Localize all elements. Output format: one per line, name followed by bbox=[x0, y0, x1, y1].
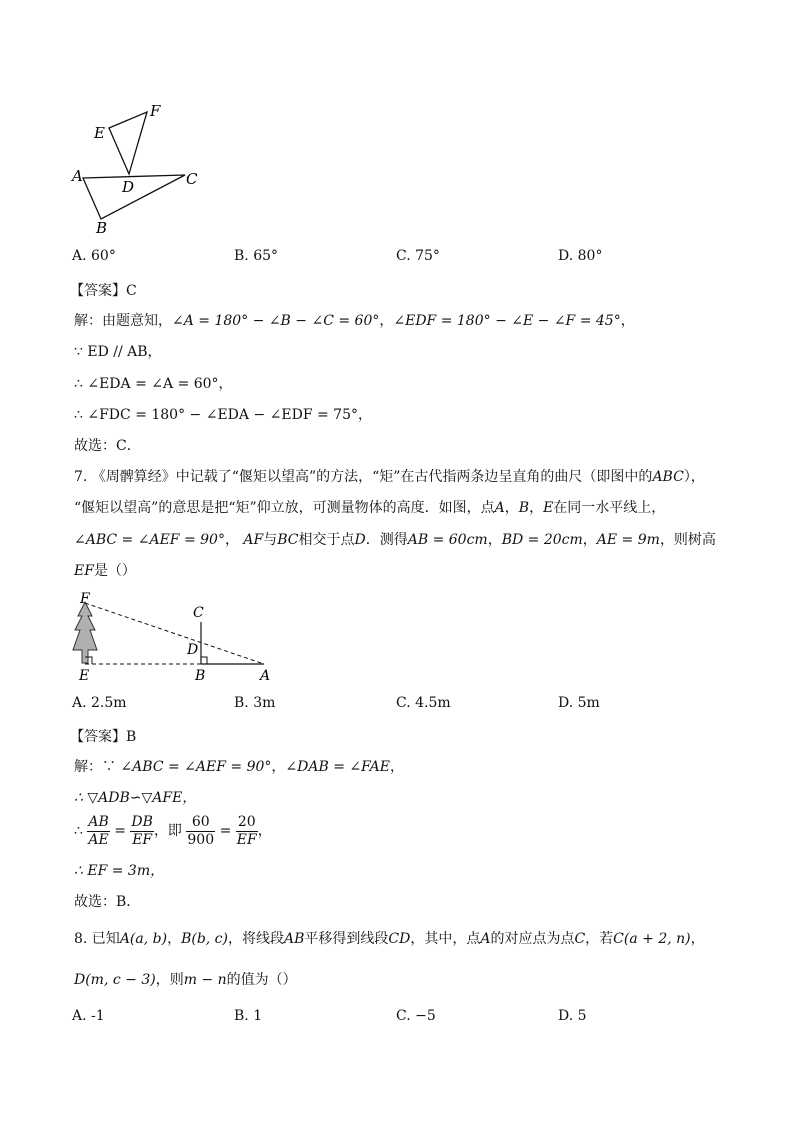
q6-solution-line-5: 故选：C． bbox=[74, 438, 141, 454]
q8-option-b: B. 1 bbox=[234, 1008, 263, 1024]
label-b: B bbox=[96, 219, 108, 236]
q6-solution-line-1: 解：由题意知，∠A = 180° − ∠B − ∠C = 60°，∠EDF = 180° − ∠E − ∠F = 45°， bbox=[74, 313, 635, 329]
q6-solution-line-2: ∵ ED // AB， bbox=[74, 344, 162, 360]
label-e: E bbox=[94, 124, 105, 142]
q7-stem-line-1: 7. 《周髀算经》中记载了“偃矩以望高”的方法，“矩”在古代指两条边呈直角的曲尺（即图中的ABC）， bbox=[74, 469, 705, 485]
q6-option-b: B. 65° bbox=[234, 248, 279, 264]
q6-option-a: A. 60° bbox=[72, 248, 116, 264]
q7-solution-line-1: 解：∵ ∠ABC = ∠AEF = 90°，∠DAB = ∠FAE， bbox=[74, 759, 404, 775]
q7-option-a: A. 2.5m bbox=[72, 695, 127, 711]
q6-option-c: C. 75° bbox=[396, 248, 440, 264]
q7-answer: 【答案】B bbox=[70, 729, 137, 745]
label-e: E bbox=[79, 668, 90, 684]
q7-stem-line-3: ∠ABC = ∠AEF = 90°， AF与BC相交于点D．测得AB = 60cm，BD = 20cm，AE = 9m，则树高 bbox=[74, 532, 716, 548]
q6-solution-line-3: ∴ ∠EDA = ∠A = 60°， bbox=[74, 376, 233, 392]
label-c: C bbox=[193, 605, 204, 621]
q6-solution-line-4: ∴ ∠FDC = 180° − ∠EDA − ∠EDF = 75°， bbox=[74, 407, 372, 423]
q7-solution-line-4: ∴ EF = 3m， bbox=[74, 863, 165, 879]
fraction-ab-ae: $\frac{AB}{AE}$ bbox=[88, 813, 109, 848]
q7-option-b: B. 3m bbox=[234, 695, 276, 711]
label-b: B bbox=[195, 668, 206, 684]
fraction-20-ef: $\frac{20}{EF}$ bbox=[236, 813, 257, 848]
label-f: F bbox=[150, 102, 161, 120]
q7-solution-line-5: 故选：B． bbox=[74, 894, 141, 910]
label-c: C bbox=[186, 170, 198, 188]
q8-option-c: C. −5 bbox=[396, 1008, 436, 1024]
triangle-figure bbox=[66, 96, 206, 236]
q8-stem-line-1: 8. 已知A(a, b)，B(b, c)，将线段AB平移得到线段CD，其中，点A的对应点为点C，若C(a + 2, n)， bbox=[74, 931, 705, 947]
q7-solution-line-2: ∴ ▽ADB∽▽AFE， bbox=[74, 790, 197, 806]
q8-option-d: D. 5 bbox=[558, 1008, 587, 1024]
label-d: D bbox=[122, 178, 135, 196]
q7-stem-line-4: EF是（） bbox=[74, 563, 136, 579]
label-a: A bbox=[260, 668, 271, 684]
q8-option-a: A. -1 bbox=[72, 1008, 105, 1024]
label-d: D bbox=[187, 642, 199, 658]
fraction-60-900: $\frac{60}{900}$ bbox=[187, 813, 215, 848]
q8-stem-line-2: D(m, c − 3)，则m − n的值为（） bbox=[74, 972, 297, 988]
q7-option-c: C. 4.5m bbox=[396, 695, 451, 711]
tree-measure-figure bbox=[66, 588, 276, 684]
q7-option-d: D. 5m bbox=[558, 695, 600, 711]
q6-option-d: D. 80° bbox=[558, 248, 603, 264]
triangle-edf bbox=[109, 112, 147, 174]
q6-answer: 【答案】C bbox=[70, 283, 137, 299]
q7-stem-line-2: “偃矩以望高”的意思是把“矩”仰立放，可测量物体的高度．如图，点A，B，E在同一水平线上， bbox=[74, 500, 666, 516]
fraction-db-ef: $\frac{DB}{EF}$ bbox=[131, 813, 153, 848]
label-f: F bbox=[80, 591, 90, 607]
tree-icon bbox=[73, 602, 97, 663]
label-a: A bbox=[72, 167, 83, 185]
q7-solution-line-3: ∴ $\frac{AB}{AE}$ = $\frac{DB}{EF}$ ，即 $\frac{60}{900}$ = $\frac{20}{EF}$ ， bbox=[74, 813, 272, 848]
